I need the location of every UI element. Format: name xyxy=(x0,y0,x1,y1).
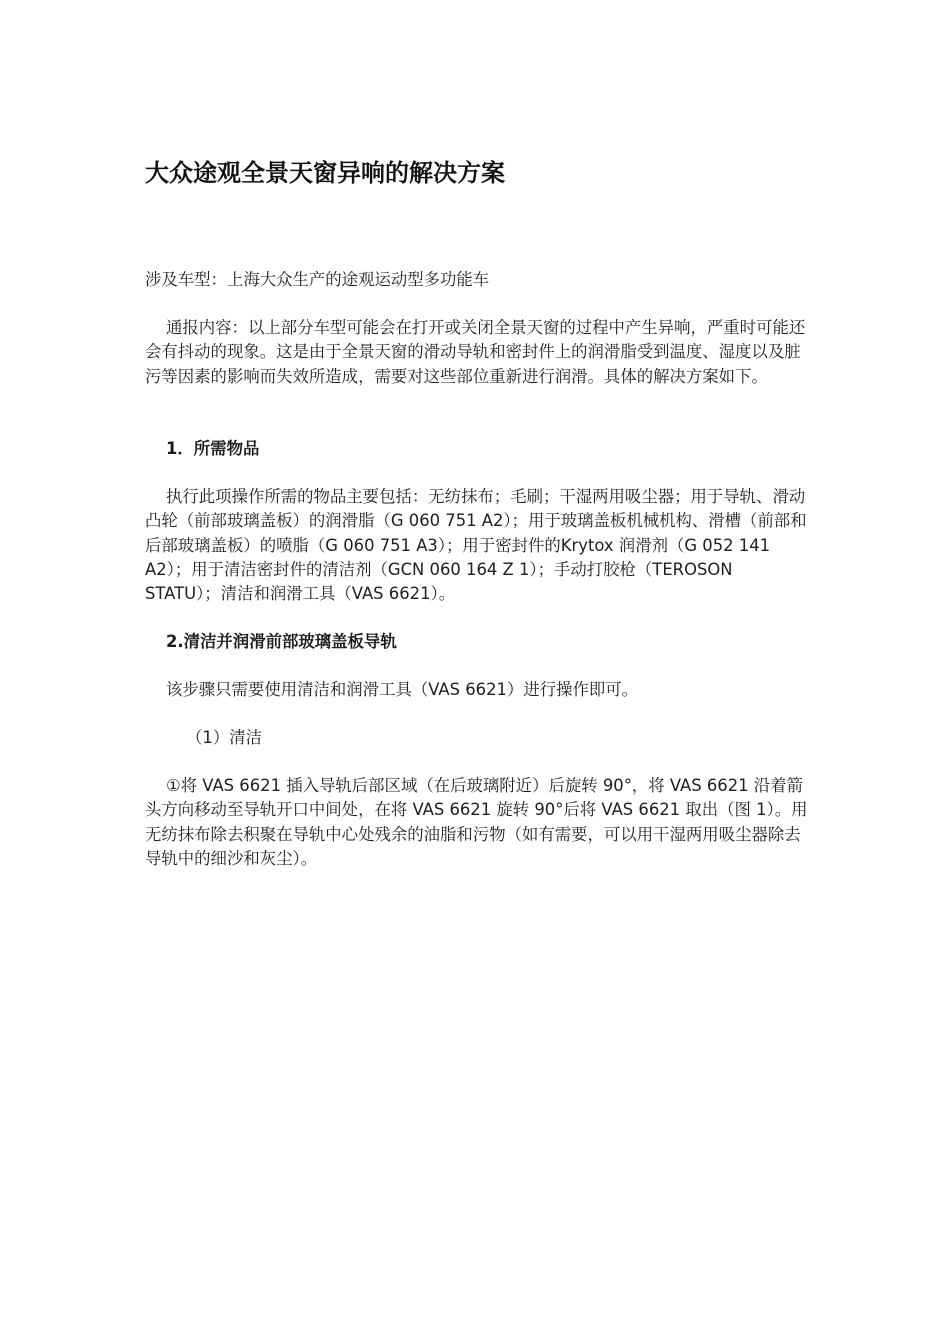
document-title: 大众途观全景天窗异响的解决方案 xyxy=(145,159,505,187)
step-1-label: （1）清洁 xyxy=(186,728,262,747)
section-2-body: 该步骤只需要使用清洁和润滑工具（VAS 6621）进行操作即可。 xyxy=(166,680,639,699)
section-2-heading: 2.清洁并润滑前部玻璃盖板导轨 xyxy=(166,632,397,651)
step-1-body: ①将 VAS 6621 插入导轨后部区域（在后玻璃附近）后旋转 90°，将 VAS 6621 沿着箭头方向移动至导轨开口中间处，在将 VAS 6621 旋转 90°后将 VAS 6621 取出（图 1）。用无纺抹布除去积聚在导轨中心处残余的油脂和污物（如有需要，可以用干湿两用吸尘器除去导轨中的细沙和灰尘）。 xyxy=(145,776,808,868)
section-1-heading: 1．所需物品 xyxy=(166,439,260,458)
section-1-body: 执行此项操作所需的物品主要包括：无纺抹布；毛刷；干湿两用吸尘器；用于导轨、滑动凸轮（前部玻璃盖板）的润滑脂（G 060 751 A2）；用于玻璃盖板机械机构、滑槽（前部和后部玻璃盖板）的喷脂（G 060 751 A3）；用于密封件的Krytox 润滑剂（G 052 141 A2）；用于清洁密封件的清洁剂（GCN 060 164 Z 1）；手动打胶枪（TEROSON STATU）；清洁和润滑工具（VAS 6621）。 xyxy=(145,487,807,604)
applicable-models: 涉及车型：上海大众生产的途观运动型多功能车 xyxy=(145,270,490,289)
intro-paragraph: 通报内容：以上部分车型可能会在打开或关闭全景天窗的过程中产生异响，严重时可能还会有抖动的现象。这是由于全景天窗的滑动导轨和密封件上的润滑脂受到温度、湿度以及脏污等因素的影响而失效所造成，需要对这些部位重新进行润滑。具体的解决方案如下。 xyxy=(145,318,806,386)
